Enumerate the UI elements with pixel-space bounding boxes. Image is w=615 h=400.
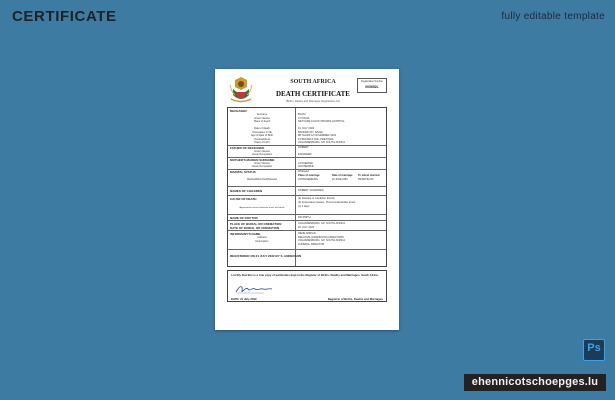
registration-number-box	[357, 78, 387, 93]
registration-label: Registration Number	[361, 80, 383, 83]
field-label: Usual address	[253, 137, 271, 141]
section-doctor: NAME OF DOCTOR	[230, 215, 258, 220]
field-value: HOUSEWIFE	[298, 165, 314, 168]
row-divider	[228, 249, 386, 250]
field-value: 10 BUFFELS AVE, PRETORIA	[298, 137, 334, 141]
row-divider	[228, 195, 386, 196]
field-label: Usual Occupation	[251, 153, 273, 156]
field-value: ROBERT	[298, 146, 309, 149]
field-label: Place of birth	[254, 141, 270, 144]
field-label: Occupation in life	[252, 130, 272, 134]
row-divider	[228, 230, 386, 231]
field-value: 19 JULY 2022	[298, 127, 315, 130]
informant-value: FUNERAL DIRECTOR	[298, 242, 325, 246]
section-deceased: DECEASED	[230, 109, 247, 113]
informant-value: RELATIVE (GRANDSON) DIRECTORS	[298, 235, 344, 239]
informant-value: JOHANNESBURG, GP, SOUTH AFRICA	[298, 239, 346, 242]
field-value: CYNTHIA	[298, 116, 310, 120]
field-value: NETCARE KLOOF PRIVATE HOSPITAL	[298, 120, 345, 123]
section-children: NAMES OF CHILDREN	[230, 189, 263, 193]
page-subtitle: fully editable template	[501, 11, 605, 22]
death-certificate-document	[215, 69, 399, 330]
marital-column-value: 20 JUNE 1956	[332, 178, 348, 181]
field-label: Date of death	[254, 127, 270, 130]
marital-column-value: JOHANNESBURG	[298, 178, 318, 181]
field-value: BLOM	[298, 113, 306, 116]
coat-of-arms-icon	[227, 75, 255, 105]
section-marital: MARITAL STATUS	[230, 170, 256, 174]
date-burial-value: 20 JULY 2022	[298, 225, 315, 229]
field-value: CATHERINE	[298, 161, 313, 165]
informant-value: RENE ADRIAN	[298, 232, 316, 235]
row-divider	[228, 186, 386, 187]
issuer-title: Registrar of Births, Deaths and Marriages	[327, 297, 383, 301]
marital-column-value: PETER BLOM	[358, 178, 374, 181]
issue-date: DATE: 21 July 2022	[231, 297, 257, 301]
field-label: Given Names	[254, 116, 270, 120]
document-title: DEATH CERTIFICATE	[276, 90, 350, 98]
section-cause: CAUSE OF DEATH	[230, 197, 257, 201]
cause-value: (c) 2 days	[298, 205, 310, 208]
section-place: PLACE OF BURIAL OR CREMATION	[230, 221, 282, 226]
field-label: Given Names	[254, 161, 270, 165]
place-value: JOHANNESBURG, GP, SOUTH AFRICA	[298, 221, 346, 225]
photoshop-icon	[583, 339, 605, 361]
field-value: ENGINEER	[298, 153, 312, 156]
document-country: SOUTH AFRICA	[290, 79, 336, 85]
field-label: Approximate interval between onset and death	[239, 207, 285, 209]
field-label: Address	[257, 236, 267, 239]
certification-box	[227, 270, 387, 302]
field-value: BANKER (RT. NAGE)	[298, 130, 324, 134]
field-label: Surname	[256, 113, 268, 116]
site-watermark: ehennicotschoepges.lu	[464, 374, 606, 391]
field-label: Description	[255, 239, 269, 243]
marital-status-value: Widowed	[298, 170, 309, 173]
doctor-value: DR SMITH	[298, 215, 311, 219]
certificate-table	[227, 107, 387, 267]
section-father: FATHER OF DECEASED	[230, 146, 265, 150]
photoshop-label: Ps	[587, 342, 601, 354]
certification-text: I certify that this is a true copy of particulars kept in the Register of Births, Deaths and Marriages, South Africa.	[231, 273, 379, 277]
field-value: JOHANNESBURG, GP, SOUTH AFRICA	[298, 141, 346, 144]
registered-line: REGISTERED ON 21 JULY 2022 BY S. ANDERSON	[230, 254, 302, 258]
registration-value: 000652L	[365, 85, 379, 89]
document-subtitle: (Births, Deaths and Marriages Registration Act)	[285, 100, 341, 103]
marital-column-header: Place of marriage	[298, 174, 320, 177]
field-label: Usual Occupation	[251, 165, 273, 168]
column-divider	[295, 108, 296, 266]
section-date-burial: DATE OF BURIAL OR CREMATION	[230, 225, 280, 230]
signature-icon	[234, 283, 274, 295]
marital-column-header: To whom married	[358, 174, 380, 177]
cause-value: (b) Antecedent Causes, Pneumonia/cardiac arrest	[298, 201, 356, 204]
field-value: 88 YEARS 12 NOVEMBER 1934	[298, 134, 337, 137]
section-mother: MOTHER'S MAIDEN SURNAME	[230, 158, 275, 162]
section-informant: INFORMANT'S NAME	[230, 232, 261, 236]
children-value: ROBERT JOHANNES	[298, 189, 324, 192]
field-label: Place of death	[253, 120, 271, 123]
marital-column-header: Date of marriage	[332, 174, 353, 177]
field-label: Age & Date of Birth	[250, 134, 274, 137]
field-label: Married/Divorce/Widowed	[247, 178, 277, 181]
field-label: Given Names	[254, 149, 270, 153]
page-title: CERTIFICATE	[12, 8, 117, 25]
cause-value: (a) Disease or Condition directly	[298, 197, 335, 200]
